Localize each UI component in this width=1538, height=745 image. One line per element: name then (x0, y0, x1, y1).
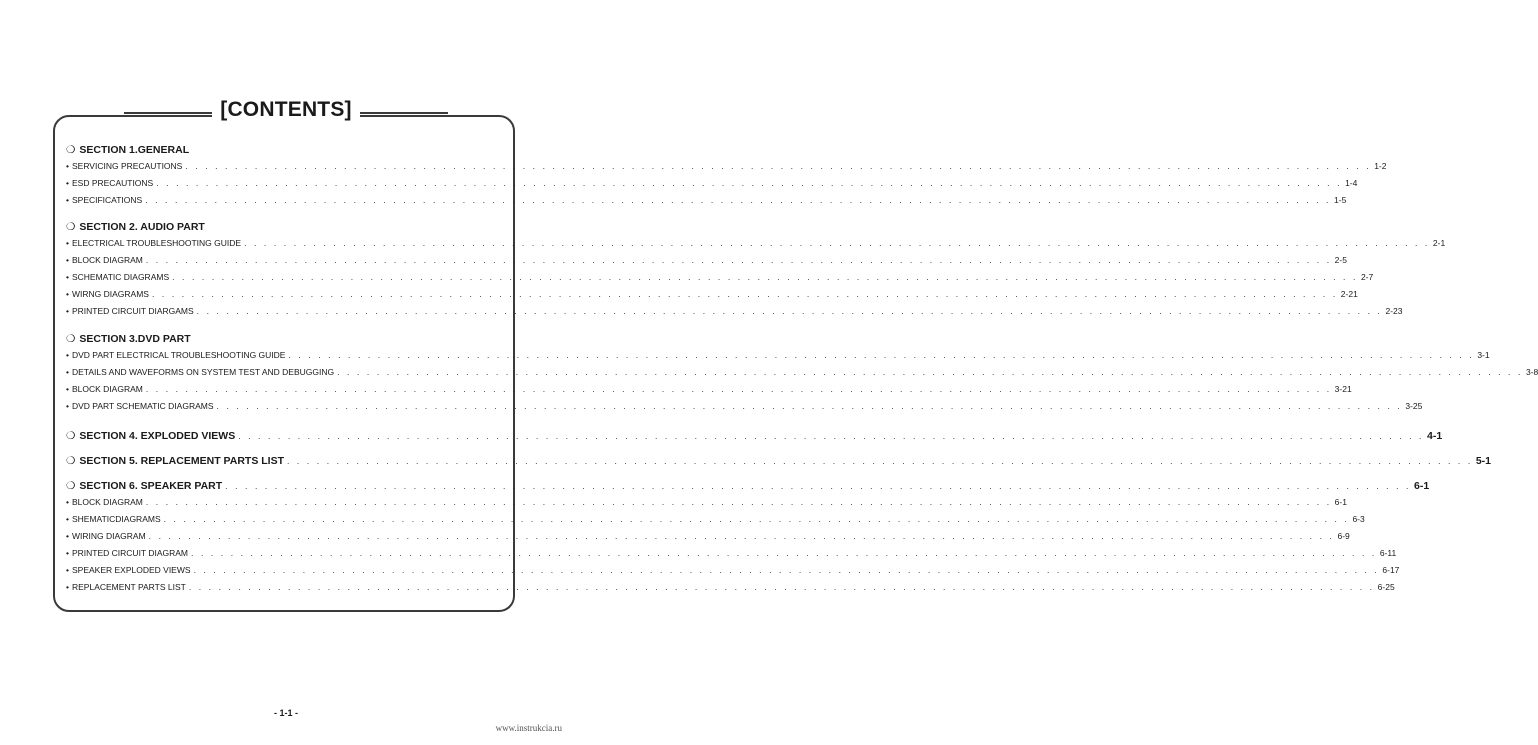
dot-bullet-icon: • (66, 401, 69, 411)
toc-item (66, 158, 1387, 175)
dot-leader: . . . . . . . . . . . . . . . . . . . . . . . . . . . . . . . . . . . . . . . . . . . . . . . . . . . . . . . . . . . . . . . . . . . . . . . . . . . . . . . . . . . . . . . . . . . . . . . . . . . . . . . . . . . . . . . . . . . . . . . . (216, 401, 1403, 411)
dot-bullet-icon: • (66, 289, 69, 299)
section-heading (66, 428, 1443, 444)
toc-section-3 (66, 331, 1538, 415)
toc-item-label: PRINTED CIRCUIT DIARGAMS (71, 306, 194, 316)
toc-item-label: SHEMATICDIAGRAMS (71, 514, 161, 524)
section-heading-label: SECTION 1.GENERAL (79, 144, 190, 156)
dot-bullet-icon: • (66, 384, 69, 394)
toc-item-page-number: 1-4 (1345, 178, 1358, 188)
dot-leader: . . . . . . . . . . . . . . . . . . . . . . . . . . . . . . . . . . . . . . . . . . . . . . . . . . . . . . . . . . . . . . . . . . . . . . . . . . . . . . . . . . . . . . . . . . . . . . . . . . . . . . . . . . . . . . . . . . . . . . . . (287, 456, 1473, 466)
toc-item (66, 252, 1347, 269)
dot-leader: . . . . . . . . . . . . . . . . . . . . . . . . . . . . . . . . . . . . . . . . . . . . . . . . . . . . . . . . . . . . . . . . . . . . . . . . . . . . . . . . . . . . . . . . . . . . . . . . . . . . . . . . . . . . . . . . . . . . . . . . (172, 272, 1358, 282)
toc-item-label: SPEAKER EXPLODED VIEWS (71, 565, 191, 575)
section-heading (66, 478, 1430, 494)
dot-bullet-icon: • (66, 548, 69, 558)
toc-item-page-number: 6-11 (1379, 548, 1397, 558)
dot-leader: . . . . . . . . . . . . . . . . . . . . . . . . . . . . . . . . . . . . . . . . . . . . . . . . . . . . . . . . . . . . . . . . . . . . . . . . . . . . . . . . . . . . . . . . . . . . . . . . . . . . . . . . . . . . . . . . . . . . . . . . (288, 350, 1475, 360)
toc-item-page-number: 6-1 (1334, 497, 1347, 507)
dot-bullet-icon: • (66, 306, 69, 316)
dot-bullet-icon: • (66, 195, 69, 205)
toc-item-label: SCHEMATIC DIAGRAMS (71, 272, 170, 282)
dot-leader: . . . . . . . . . . . . . . . . . . . . . . . . . . . . . . . . . . . . . . . . . . . . . . . . . . . . . . . . . . . . . . . . . . . . . . . . . . . . . . . . . . . . . . . . . . . . . . . . . . . . . . . . . . . . . . . . . . . . . . . . (145, 497, 1332, 507)
toc-item (66, 528, 1350, 545)
toc-item-page-number: 6-3 (1352, 514, 1365, 524)
toc-item-label: WIRNG DIAGRAMS (71, 289, 149, 299)
dot-bullet-icon: • (66, 367, 69, 377)
dot-leader: . . . . . . . . . . . . . . . . . . . . . . . . . . . . . . . . . . . . . . . . . . . . . . . . . . . . . . . . . . . . . . . . . . . . . . . . . . . . . . . . . . . . . . . . . . . . . . . . . . . . . . . . . . . . . . . . . . . . . . . . (188, 582, 1375, 592)
circle-bullet-icon: ❍ (66, 455, 76, 467)
dot-leader: . . . . . . . . . . . . . . . . . . . . . . . . . . . . . . . . . . . . . . . . . . . . . . . . . . . . . . . . . . . . . . . . . . . . . . . . . . . . . . . . . . . . . . . . . . . . . . . . . . . . . . . . . . . . . . . . . . . . . . . . (185, 161, 1372, 171)
toc-item (66, 364, 1538, 381)
section-heading-label: SECTION 3.DVD PART (79, 333, 191, 345)
circle-bullet-icon: ❍ (66, 144, 76, 156)
toc-item (66, 381, 1352, 398)
toc-item-label: WIRING DIAGRAM (71, 531, 146, 541)
toc-item-label: BLOCK DIAGRAM (71, 497, 143, 507)
dot-leader: . . . . . . . . . . . . . . . . . . . . . . . . . . . . . . . . . . . . . . . . . . . . . . . . . . . . . . . . . . . . . . . . . . . . . . . . . . . . . . . . . . . . . . . . . . . . . . . . . . . . . . . . . . . . . . . . . . . . . . . . (145, 195, 1332, 205)
toc-item-page-number: 3-25 (1405, 401, 1423, 411)
section-page-number: 5-1 (1475, 455, 1492, 467)
toc-item-page-number: 6-9 (1337, 531, 1350, 541)
toc-item-page-number: 3-21 (1334, 384, 1352, 394)
dot-leader: . . . . . . . . . . . . . . . . . . . . . . . . . . . . . . . . . . . . . . . . . . . . . . . . . . . . . . . . . . . . . . . . . . . . . . . . . . . . . . . . . . . . . . . . . . . . . . . . . . . . . . . . . . . . . . . . . . . . . . . . (148, 531, 1335, 541)
page-title: [CONTENTS] (212, 98, 360, 122)
dot-leader: . . . . . . . . . . . . . . . . . . . . . . . . . . . . . . . . . . . . . . . . . . . . . . . . . . . . . . . . . . . . . . . . . . . . . . . . . . . . . . . . . . . . . . . . . . . . . . . . . . . . . . . . . . . . . . . . . . . . . . . . (145, 384, 1332, 394)
dot-leader: . . . . . . . . . . . . . . . . . . . . . . . . . . . . . . . . . . . . . . . . . . . . . . . . . . . . . . . . . . . . . . . . . . . . . . . . . . . . . . . . . . . . . . . . . . . . . . . . . . . . . . . . . . . . . . . . . . . . . . . . (191, 548, 1377, 558)
dot-leader: . . . . . . . . . . . . . . . . . . . . . . . . . . . . . . . . . . . . . . . . . . . . . . . . . . . . . . . . . . . . . . . . . . . . . . . . . . . . . . . . . . . . . . . . . . . . . . . . . . . . . . . . . . . . . . . . . . . . . . . . (156, 178, 1343, 188)
dot-bullet-icon: • (66, 161, 69, 171)
section-heading-label: SECTION 4. EXPLODED VIEWS (79, 430, 236, 442)
toc-item (66, 303, 1403, 320)
section-heading (66, 453, 1492, 469)
section-page-number: 4-1 (1427, 430, 1443, 442)
watermark: www.instrukcia.ru (495, 723, 562, 733)
circle-bullet-icon: ❍ (66, 430, 76, 442)
dot-bullet-icon: • (66, 565, 69, 575)
toc-item-page-number: 2-23 (1385, 306, 1403, 316)
toc-item (66, 192, 1347, 209)
toc-item-page-number: 6-25 (1377, 582, 1395, 592)
dot-bullet-icon: • (66, 238, 69, 248)
toc-item (66, 511, 1365, 528)
dot-leader: . . . . . . . . . . . . . . . . . . . . . . . . . . . . . . . . . . . . . . . . . . . . . . . . . . . . . . . . . . . . . . . . . . . . . . . . . . . . . . . . . . . . . . . . . . . . . . . . . . . . . . . . . . . . . . . . . . . . . . . . (163, 514, 1350, 524)
section-heading (66, 219, 498, 235)
section-heading-label: SECTION 2. AUDIO PART (79, 221, 205, 233)
toc-item-page-number: 2-1 (1432, 238, 1446, 248)
dot-leader: . . . . . . . . . . . . . . . . . . . . . . . . . . . . . . . . . . . . . . . . . . . . . . . . . . . . . . . . . . . . . . . . . . . . . . . . . . . . . . . . . . . . . . . . . . . . . . . . . . . . . . . . . . . . . . . . . . . . . . . . (196, 306, 1383, 316)
toc-section-1 (66, 142, 1387, 209)
toc-item-label: BLOCK DIAGRAM (71, 255, 143, 265)
section-heading-label: SECTION 5. REPLACEMENT PARTS LIST (79, 455, 284, 467)
dot-bullet-icon: • (66, 531, 69, 541)
dot-leader: . . . . . . . . . . . . . . . . . . . . . . . . . . . . . . . . . . . . . . . . . . . . . . . . . . . . . . . . . . . . . . . . . . . . . . . . . . . . . . . . . . . . . . . . . . . . . . . . . . . . . . . . . . . . . . . . . . . . . . . . (151, 289, 1338, 299)
dot-bullet-icon: • (66, 272, 69, 282)
toc-item (66, 347, 1490, 364)
section-page-number: 6-1 (1414, 480, 1430, 492)
circle-bullet-icon: ❍ (66, 333, 76, 345)
toc-item (66, 269, 1374, 286)
toc-item-page-number: 3-8 (1525, 367, 1538, 377)
page-number: - 1-1 - (273, 708, 298, 718)
dot-bullet-icon: • (66, 514, 69, 524)
toc-item (66, 579, 1395, 596)
section-heading-label: SECTION 6. SPEAKER PART (79, 480, 223, 492)
toc-section-5 (66, 453, 1492, 469)
dot-bullet-icon: • (66, 582, 69, 592)
circle-bullet-icon: ❍ (66, 480, 76, 492)
toc-item-page-number: 2-7 (1360, 272, 1374, 282)
toc-section-6 (66, 478, 1430, 596)
toc-item (66, 286, 1358, 303)
toc-item (66, 235, 1446, 252)
section-heading (66, 331, 498, 347)
toc-item-label: ELECTRICAL TROUBLESHOOTING GUIDE (71, 238, 242, 248)
circle-bullet-icon: ❍ (66, 221, 76, 233)
toc-item-label: SPECIFICATIONS (71, 195, 143, 205)
toc-item (66, 398, 1423, 415)
dot-leader: . . . . . . . . . . . . . . . . . . . . . . . . . . . . . . . . . . . . . . . . . . . . . . . . . . . . . . . . . . . . . . . . . . . . . . . . . . . . . . . . . . . . . . . . . . . . . . . . . . . . . . . . . . . . . . . . . . . . . . . . (193, 565, 1380, 575)
dot-leader: . . . . . . . . . . . . . . . . . . . . . . . . . . . . . . . . . . . . . . . . . . . . . . . . . . . . . . . . . . . . . . . . . . . . . . . . . . . . . . . . . . . . . . . . . . . . . . . . . . . . . . . . . . . . . . . . . . . . . . . . (238, 431, 1425, 441)
dot-leader: . . . . . . . . . . . . . . . . . . . . . . . . . . . . . . . . . . . . . . . . . . . . . . . . . . . . . . . . . . . . . . . . . . . . . . . . . . . . . . . . . . . . . . . . . . . . . . . . . . . . . . . . . . . . . . . . . . . . . . . . (244, 238, 1430, 248)
toc-item-label: DVD PART ELECTRICAL TROUBLESHOOTING GUIDE (71, 350, 286, 360)
toc-item-label: ESD PRECAUTIONS (71, 178, 154, 188)
toc-section-2 (66, 219, 1446, 320)
toc-item-label: BLOCK DIAGRAM (71, 384, 143, 394)
toc-item (66, 175, 1358, 192)
toc-item-page-number: 1-5 (1334, 195, 1347, 205)
dot-leader: . . . . . . . . . . . . . . . . . . . . . . . . . . . . . . . . . . . . . . . . . . . . . . . . . . . . . . . . . . . . . . . . . . . . . . . . . . . . . . . . . . . . . . . . . . . . . . . . . . . . . . . . . . . . . . . . . . . . . . . . (337, 367, 1523, 377)
toc-item-label: REPLACEMENT PARTS LIST (71, 582, 186, 592)
toc-item-page-number: 2-5 (1334, 255, 1347, 265)
toc-item-label: DETAILS AND WAVEFORMS ON SYSTEM TEST AND DEBUGGING (71, 367, 335, 377)
toc-item-page-number: 3-1 (1477, 350, 1490, 360)
toc-item-label: DVD PART SCHEMATIC DIAGRAMS (71, 401, 214, 411)
toc-item (66, 494, 1347, 511)
toc-item-label: SERVICING PRECAUTIONS (71, 161, 183, 171)
section-heading (66, 142, 498, 158)
toc-section-4 (66, 428, 1443, 444)
toc-item-label: PRINTED CIRCUIT DIAGRAM (71, 548, 189, 558)
toc-item-page-number: 2-21 (1340, 289, 1358, 299)
toc-item (66, 562, 1400, 579)
toc-item-page-number: 1-2 (1374, 161, 1387, 171)
dot-bullet-icon: • (66, 497, 69, 507)
dot-leader: . . . . . . . . . . . . . . . . . . . . . . . . . . . . . . . . . . . . . . . . . . . . . . . . . . . . . . . . . . . . . . . . . . . . . . . . . . . . . . . . . . . . . . . . . . . . . . . . . . . . . . . . . . . . . . . . . . . . . . . . (145, 255, 1332, 265)
dot-bullet-icon: • (66, 350, 69, 360)
toc-item-page-number: 6-17 (1382, 565, 1400, 575)
dot-bullet-icon: • (66, 255, 69, 265)
dot-bullet-icon: • (66, 178, 69, 188)
dot-leader: . . . . . . . . . . . . . . . . . . . . . . . . . . . . . . . . . . . . . . . . . . . . . . . . . . . . . . . . . . . . . . . . . . . . . . . . . . . . . . . . . . . . . . . . . . . . . . . . . . . . . . . . . . . . . . . . . . . . . . . . (225, 481, 1411, 491)
toc-item (66, 545, 1397, 562)
